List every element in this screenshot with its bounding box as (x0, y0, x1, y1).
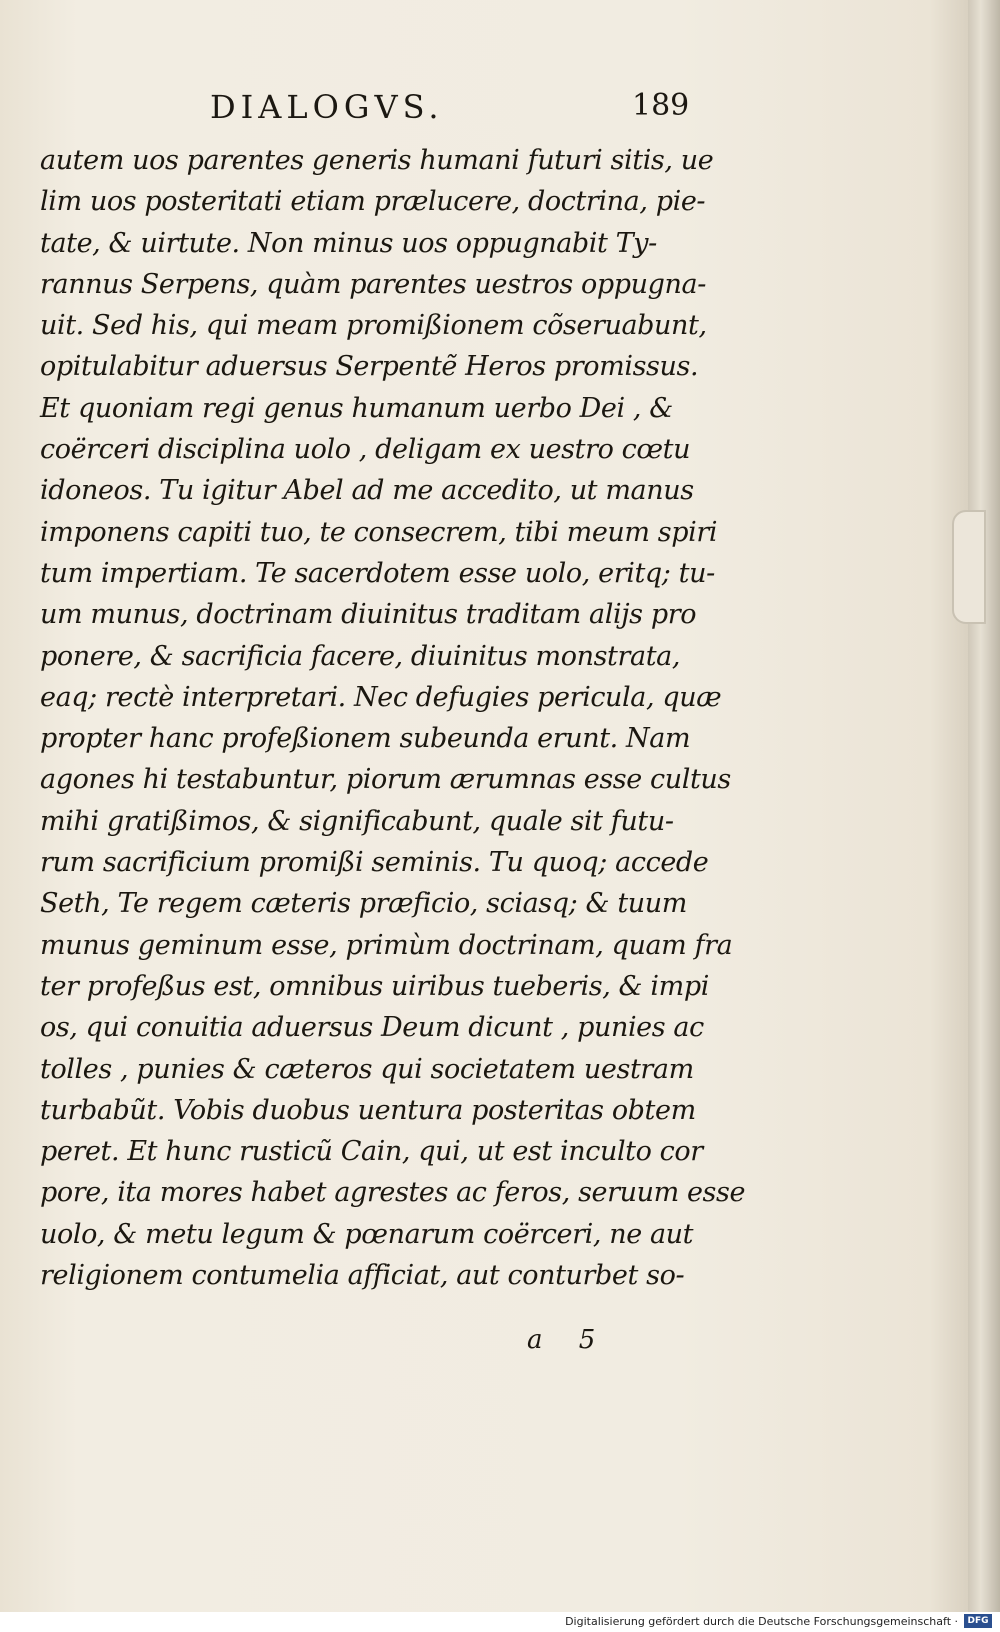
text-line: os, qui conuitia aduersus Deum dicunt , punies ac (40, 1012, 704, 1044)
funding-credit: Digitalisierung gefördert durch die Deutsche Forschungsgemeinschaft · (565, 1615, 958, 1628)
text-line: ter profeßus est, omnibus uiribus tueberis, & impi (40, 970, 709, 1002)
text-line: tum impertiam. Te sacerdotem esse uolo, eritq; tu- (40, 557, 715, 589)
signature-mark: a 5 (527, 1325, 610, 1355)
text-line: religionem contumelia afficiat, aut conturbet so- (40, 1260, 685, 1292)
text-line: munus geminum esse, primùm doctrinam, quam fra (40, 929, 733, 961)
text-line: um munus, doctrinam diuinitus traditam alijs pro (40, 599, 697, 631)
text-line: opitulabitur aduersus Serpentẽ Heros promissus. (40, 351, 699, 383)
text-line: Seth, Te regem cæteris præficio, sciasq; & tuum (40, 888, 687, 920)
next-page-edge (968, 0, 1000, 1612)
text-line: mihi gratißimos, & significabunt, quale sit futu- (40, 805, 674, 837)
running-head (0, 88, 968, 128)
text-line: autem uos parentes generis humani futuri sitis, ue (40, 145, 714, 176)
text-line: peret. Et hunc rusticũ Cain, qui, ut est inculto cor (40, 1136, 703, 1168)
text-line: lim uos posteritati etiam prælucere, doctrina, pie- (40, 186, 706, 218)
text-line: rannus Serpens, quàm parentes uestros oppugna- (40, 268, 706, 300)
text-line: rum sacrificium promißi seminis. Tu quoq; accede (40, 847, 709, 879)
text-line: imponens capiti tuo, te consecrem, tibi meum spiri (40, 516, 718, 548)
text-line: tate, & uirtute. Non minus uos oppugnabit Ty- (40, 227, 657, 259)
page-number: 189 (632, 88, 690, 123)
text-line: propter hanc profeßionem subeunda erunt. Nam (40, 723, 691, 755)
dfg-logo-icon: DFG (964, 1614, 992, 1628)
text-line: uit. Sed his, qui meam promißionem cõseruabunt, (40, 310, 707, 342)
text-line: uolo, & metu legum & pœnarum coërceri, ne aut (40, 1218, 694, 1250)
page-clip (952, 510, 986, 624)
text-line: eaq; rectè interpretari. Nec defugies pericula, quæ (40, 681, 722, 713)
text-line: Et quoniam regi genus humanum uerbo Dei , & (40, 392, 673, 424)
text-line: idoneos. Tu igitur Abel ad me accedito, ut manus (40, 475, 694, 507)
text-line: tolles , punies & cæteros qui societatem uestram (40, 1053, 694, 1085)
text-line: turbabũt. Vobis duobus uentura posteritas obtem (40, 1094, 696, 1126)
text-line: pore, ita mores habet agrestes ac feros, seruum esse (40, 1177, 746, 1209)
digitization-footer (0, 1612, 1000, 1632)
text-line: coërceri disciplina uolo , deligam ex uestro cœtu (40, 434, 691, 466)
running-title: DIALOGVS. (210, 88, 444, 126)
body-text (40, 140, 746, 1296)
text-line: agones hi testabuntur, piorum ærumnas esse cultus (40, 764, 731, 796)
text-line: ponere, & sacrificia facere, diuinitus monstrata, (40, 640, 681, 672)
